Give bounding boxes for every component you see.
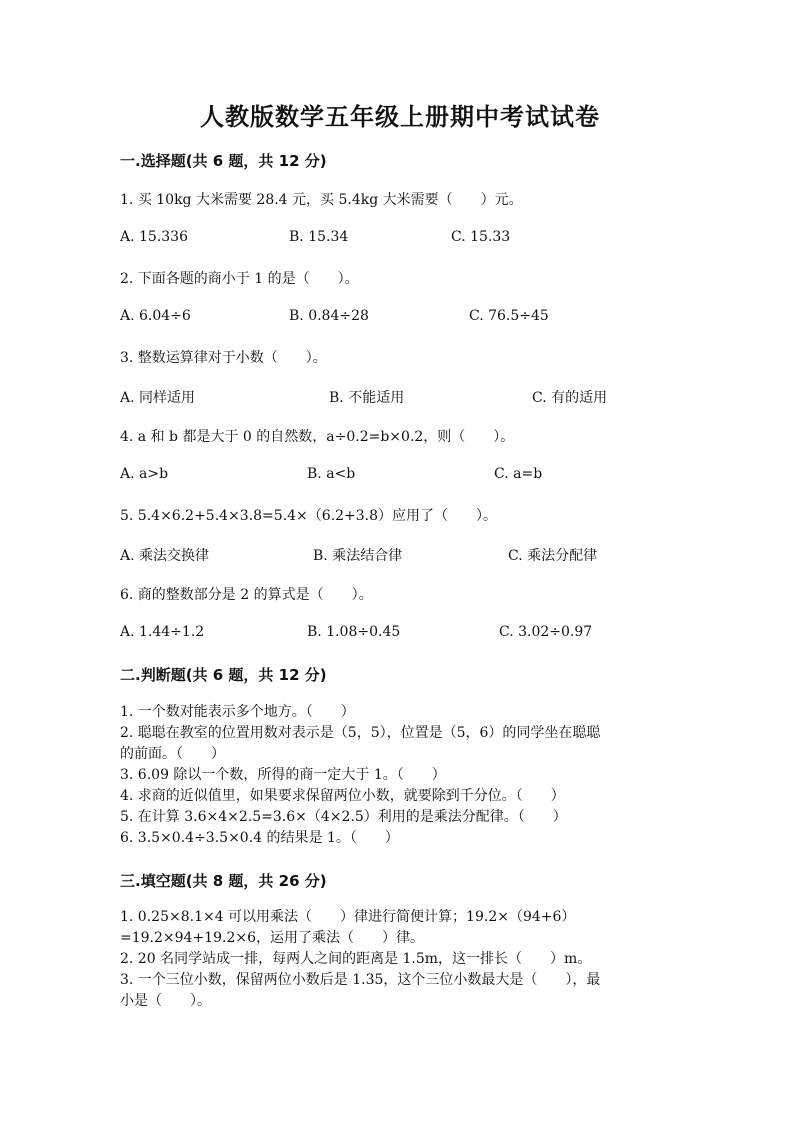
- q3-option-b: B. 不能适用: [329, 390, 405, 406]
- question-2: 2. 下面各题的商小于 1 的是（ ）。: [120, 271, 359, 287]
- q3-option-c: C. 有的适用: [532, 390, 608, 406]
- question-1: 1. 买 10kg 大米需要 28.4 元，买 5.4kg 大米需要（ ）元。: [120, 192, 523, 208]
- q4-option-b: B. a<b: [307, 466, 356, 482]
- q6-option-a: A. 1.44÷1.2: [120, 624, 205, 640]
- list-item: 5. 在计算 3.6×4×2.5=3.6×（4×2.5）利用的是乘法分配律。（ ）: [120, 809, 567, 825]
- section-2-heading: 二.判断题(共 6 题，共 12 分): [120, 666, 327, 684]
- list-item: 3. 一个三位小数，保留两位小数后是 1.35，这个三位小数最大是（ ），最: [120, 972, 601, 988]
- question-6: 6. 商的整数部分是 2 的算式是（ ）。: [120, 587, 373, 603]
- true-false-list: [120, 702, 680, 849]
- list-item: 4. 求商的近似值里，如果要求保留两位小数，就要除到千分位。（ ）: [120, 788, 565, 804]
- list-item: 2. 20 名同学站成一排，每两人之间的距离是 1.5m，这一排长（ ）m。: [120, 951, 592, 967]
- list-item: =19.2×94+19.2×6，运用了乘法（ ）律。: [120, 930, 424, 946]
- list-item: 6. 3.5×0.4÷3.5×0.4 的结果是 1。（ ）: [120, 830, 399, 846]
- q6-option-c: C. 3.02÷0.97: [499, 624, 593, 640]
- list-item: 2. 聪聪在教室的位置用数对表示是（5，5），位置是（5，6）的同学坐在聪聪: [120, 725, 601, 741]
- list-item: 1. 一个数对能表示多个地方。（ ）: [120, 704, 355, 720]
- q5-option-c: C. 乘法分配律: [508, 548, 598, 564]
- page-title: 人教版数学五年级上册期中考试试卷: [200, 102, 600, 131]
- q6-option-b: B. 1.08÷0.45: [307, 624, 401, 640]
- q2-option-b: B. 0.84÷28: [289, 308, 369, 324]
- q1-option-c: C. 15.33: [451, 229, 511, 245]
- list-item: 小是（ ）。: [120, 993, 211, 1009]
- q2-option-a: A. 6.04÷6: [120, 308, 191, 324]
- q4-option-c: C. a=b: [494, 466, 543, 482]
- section-3-heading: 三.填空题(共 8 题，共 26 分): [120, 872, 327, 890]
- q3-option-a: A. 同样适用: [120, 390, 196, 406]
- fill-blank-list: [120, 907, 680, 1012]
- q1-option-b: B. 15.34: [289, 229, 349, 245]
- question-4: 4. a 和 b 都是大于 0 的自然数，a÷0.2=b×0.2，则（ ）。: [120, 429, 515, 445]
- q5-option-b: B. 乘法结合律: [313, 548, 403, 564]
- list-item: 1. 0.25×8.1×4 可以用乘法（ ）律进行简便计算；19.2×（94+6）: [120, 909, 576, 925]
- section-1-heading: 一.选择题(共 6 题，共 12 分): [120, 152, 327, 170]
- q4-option-a: A. a>b: [120, 466, 169, 482]
- list-item: 的前面。（ ）: [120, 746, 225, 762]
- list-item: 3. 6.09 除以一个数，所得的商一定大于 1。（ ）: [120, 767, 446, 783]
- q5-option-a: A. 乘法交换律: [120, 548, 210, 564]
- question-5: 5. 5.4×6.2+5.4×3.8=5.4×（6.2+3.8）应用了（ ）。: [120, 508, 498, 524]
- q2-option-c: C. 76.5÷45: [469, 308, 549, 324]
- question-3: 3. 整数运算律对于小数（ ）。: [120, 350, 327, 366]
- q1-option-a: A. 15.336: [120, 229, 188, 245]
